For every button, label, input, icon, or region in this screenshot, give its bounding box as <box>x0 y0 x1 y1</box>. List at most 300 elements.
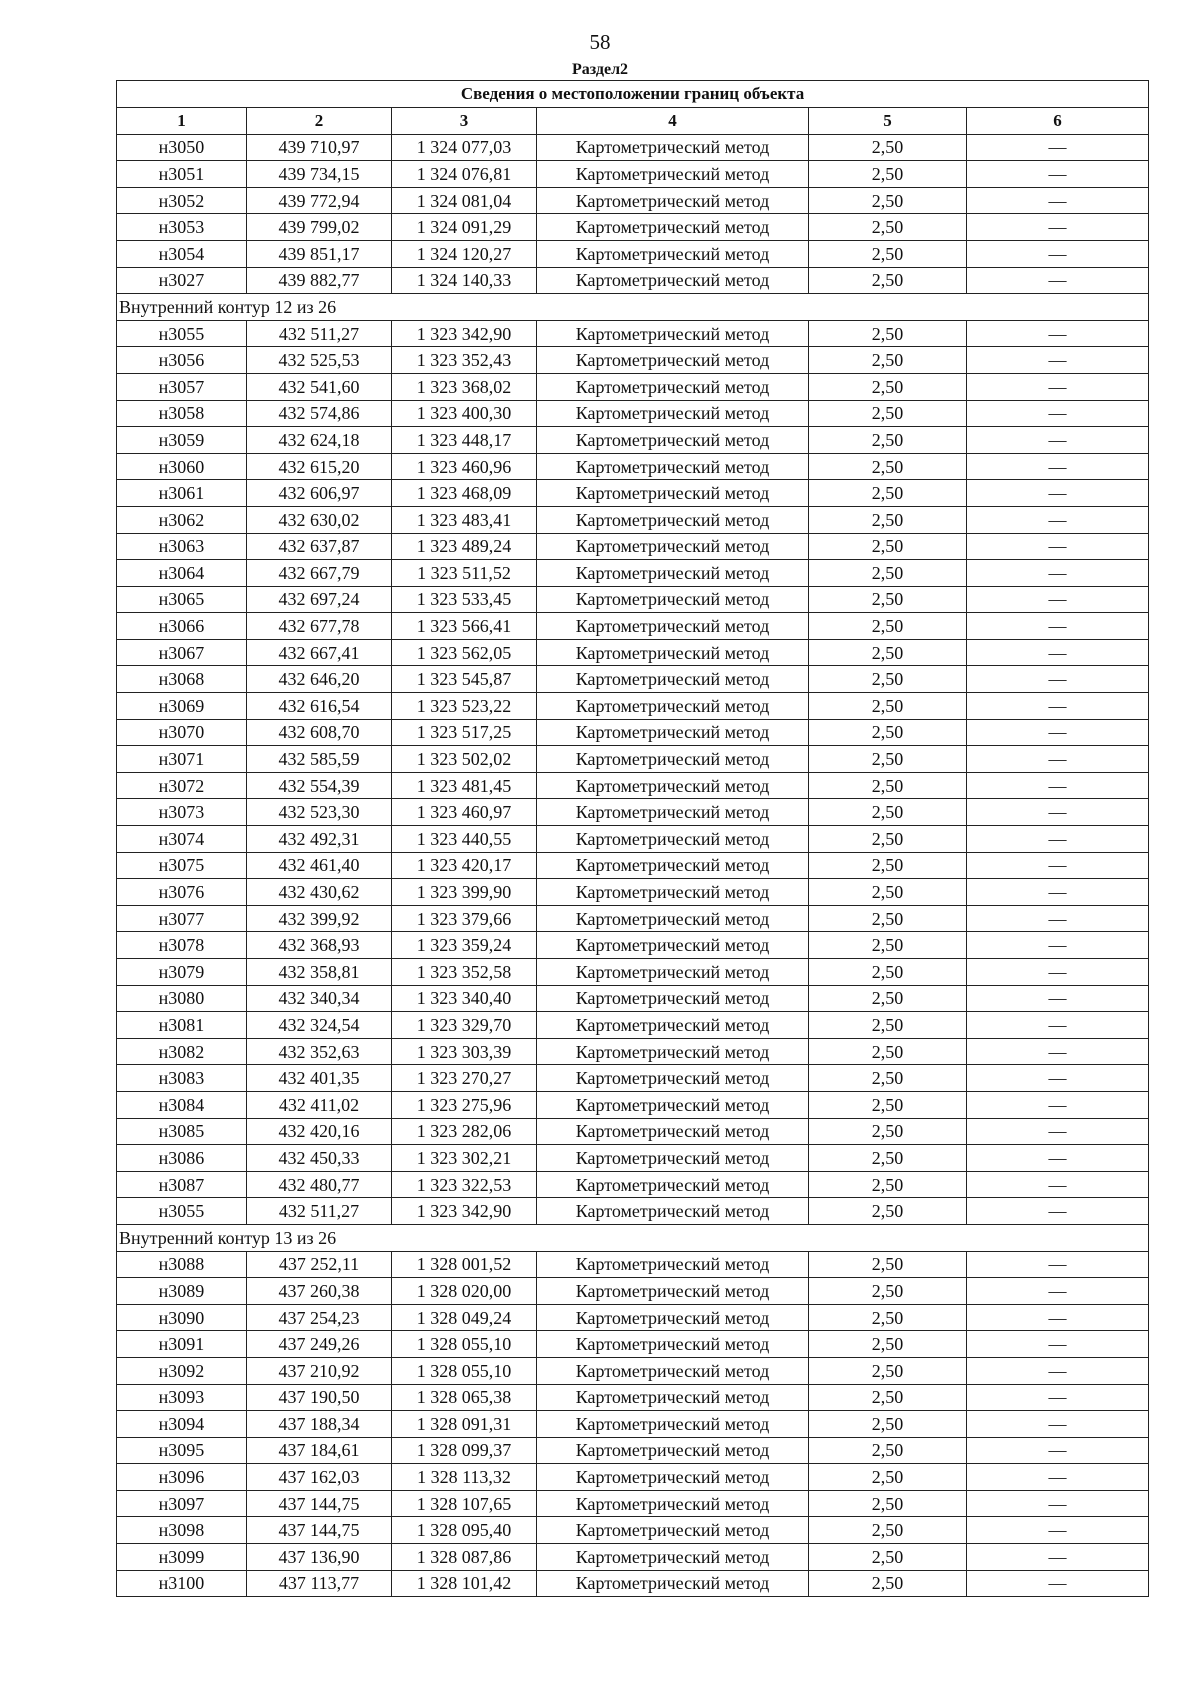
accuracy-cell: 2,50 <box>809 1278 967 1305</box>
point-id-cell: н3091 <box>117 1331 247 1358</box>
point-id-cell: н3086 <box>117 1145 247 1172</box>
description-cell: — <box>967 639 1149 666</box>
point-id-cell: н3070 <box>117 719 247 746</box>
x-coordinate-cell: 437 144,75 <box>247 1517 392 1544</box>
accuracy-cell: 2,50 <box>809 347 967 374</box>
accuracy-cell: 2,50 <box>809 799 967 826</box>
table-row <box>117 214 1149 241</box>
accuracy-cell: 2,50 <box>809 1145 967 1172</box>
method-cell: Картометрический метод <box>537 427 809 454</box>
accuracy-cell: 2,50 <box>809 1411 967 1438</box>
x-coordinate-cell: 432 411,02 <box>247 1091 392 1118</box>
x-coordinate-cell: 437 184,61 <box>247 1437 392 1464</box>
point-id-cell: н3067 <box>117 639 247 666</box>
method-cell: Картометрический метод <box>537 879 809 906</box>
x-coordinate-cell: 432 615,20 <box>247 453 392 480</box>
y-coordinate-cell: 1 323 460,97 <box>392 799 537 826</box>
table-row <box>117 1464 1149 1491</box>
y-coordinate-cell: 1 324 077,03 <box>392 134 537 161</box>
method-cell: Картометрический метод <box>537 320 809 347</box>
table-row <box>117 586 1149 613</box>
accuracy-cell: 2,50 <box>809 214 967 241</box>
description-cell: — <box>967 852 1149 879</box>
point-id-cell: н3083 <box>117 1065 247 1092</box>
table-row <box>117 1411 1149 1438</box>
method-cell: Картометрический метод <box>537 693 809 720</box>
x-coordinate-cell: 439 710,97 <box>247 134 392 161</box>
y-coordinate-cell: 1 323 342,90 <box>392 1198 537 1225</box>
x-coordinate-cell: 437 249,26 <box>247 1331 392 1358</box>
x-coordinate-cell: 432 399,92 <box>247 905 392 932</box>
table-row <box>117 1570 1149 1597</box>
accuracy-cell: 2,50 <box>809 772 967 799</box>
description-cell: — <box>967 1464 1149 1491</box>
table-row <box>117 1118 1149 1145</box>
y-coordinate-cell: 1 323 270,27 <box>392 1065 537 1092</box>
x-coordinate-cell: 432 606,97 <box>247 480 392 507</box>
point-id-cell: н3085 <box>117 1118 247 1145</box>
point-id-cell: н3082 <box>117 1038 247 1065</box>
table-row <box>117 1145 1149 1172</box>
description-cell: — <box>967 1198 1149 1225</box>
accuracy-cell: 2,50 <box>809 639 967 666</box>
description-cell: — <box>967 1331 1149 1358</box>
point-id-cell: н3063 <box>117 533 247 560</box>
x-coordinate-cell: 432 616,54 <box>247 693 392 720</box>
x-coordinate-cell: 432 450,33 <box>247 1145 392 1172</box>
description-cell: — <box>967 1038 1149 1065</box>
table-row <box>117 826 1149 853</box>
section-title: Раздел2 <box>571 61 629 78</box>
description-cell: — <box>967 1171 1149 1198</box>
x-coordinate-cell: 437 260,38 <box>247 1278 392 1305</box>
accuracy-cell: 2,50 <box>809 187 967 214</box>
point-id-cell: н3076 <box>117 879 247 906</box>
accuracy-cell: 2,50 <box>809 1384 967 1411</box>
table-row <box>117 320 1149 347</box>
description-cell: — <box>967 1251 1149 1278</box>
description-cell: — <box>967 400 1149 427</box>
y-coordinate-cell: 1 323 511,52 <box>392 560 537 587</box>
description-cell: — <box>967 1570 1149 1597</box>
point-id-cell: н3073 <box>117 799 247 826</box>
y-coordinate-cell: 1 328 087,86 <box>392 1544 537 1571</box>
method-cell: Картометрический метод <box>537 480 809 507</box>
description-cell: — <box>967 826 1149 853</box>
point-id-cell: н3090 <box>117 1304 247 1331</box>
x-coordinate-cell: 432 637,87 <box>247 533 392 560</box>
method-cell: Картометрический метод <box>537 1304 809 1331</box>
y-coordinate-cell: 1 323 302,21 <box>392 1145 537 1172</box>
description-cell: — <box>967 347 1149 374</box>
table-row <box>117 373 1149 400</box>
y-coordinate-cell: 1 323 342,90 <box>392 320 537 347</box>
y-coordinate-cell: 1 323 533,45 <box>392 586 537 613</box>
accuracy-cell: 2,50 <box>809 879 967 906</box>
x-coordinate-cell: 432 461,40 <box>247 852 392 879</box>
y-coordinate-cell: 1 323 481,45 <box>392 772 537 799</box>
point-id-cell: н3079 <box>117 959 247 986</box>
method-cell: Картометрический метод <box>537 666 809 693</box>
point-id-cell: н3084 <box>117 1091 247 1118</box>
accuracy-cell: 2,50 <box>809 240 967 267</box>
method-cell: Картометрический метод <box>537 1038 809 1065</box>
x-coordinate-cell: 432 585,59 <box>247 746 392 773</box>
y-coordinate-cell: 1 328 099,37 <box>392 1437 537 1464</box>
point-id-cell: н3075 <box>117 852 247 879</box>
point-id-cell: н3096 <box>117 1464 247 1491</box>
table-row <box>117 1517 1149 1544</box>
description-cell: — <box>967 506 1149 533</box>
method-cell: Картометрический метод <box>537 826 809 853</box>
column-number-6: 6 <box>967 108 1149 135</box>
description-cell: — <box>967 879 1149 906</box>
description-cell: — <box>967 746 1149 773</box>
point-id-cell: н3100 <box>117 1570 247 1597</box>
table-row <box>117 639 1149 666</box>
point-id-cell: н3061 <box>117 480 247 507</box>
method-cell: Картометрический метод <box>537 453 809 480</box>
description-cell: — <box>967 799 1149 826</box>
x-coordinate-cell: 437 136,90 <box>247 1544 392 1571</box>
y-coordinate-cell: 1 328 065,38 <box>392 1384 537 1411</box>
method-cell: Картометрический метод <box>537 1118 809 1145</box>
table-row <box>117 533 1149 560</box>
point-id-cell: н3060 <box>117 453 247 480</box>
x-coordinate-cell: 432 630,02 <box>247 506 392 533</box>
description-cell: — <box>967 959 1149 986</box>
x-coordinate-cell: 437 254,23 <box>247 1304 392 1331</box>
x-coordinate-cell: 432 340,34 <box>247 985 392 1012</box>
point-id-cell: н3077 <box>117 905 247 932</box>
accuracy-cell: 2,50 <box>809 1038 967 1065</box>
y-coordinate-cell: 1 323 562,05 <box>392 639 537 666</box>
point-id-cell: н3071 <box>117 746 247 773</box>
accuracy-cell: 2,50 <box>809 506 967 533</box>
description-cell: — <box>967 267 1149 294</box>
column-number-3: 3 <box>392 108 537 135</box>
method-cell: Картометрический метод <box>537 1012 809 1039</box>
description-cell: — <box>967 1304 1149 1331</box>
y-coordinate-cell: 1 328 055,10 <box>392 1331 537 1358</box>
y-coordinate-cell: 1 328 091,31 <box>392 1411 537 1438</box>
description-cell: — <box>967 187 1149 214</box>
point-id-cell: н3072 <box>117 772 247 799</box>
x-coordinate-cell: 437 210,92 <box>247 1357 392 1384</box>
point-id-cell: н3092 <box>117 1357 247 1384</box>
y-coordinate-cell: 1 324 076,81 <box>392 161 537 188</box>
column-number-1: 1 <box>117 108 247 135</box>
table-row <box>117 1091 1149 1118</box>
x-coordinate-cell: 437 190,50 <box>247 1384 392 1411</box>
accuracy-cell: 2,50 <box>809 586 967 613</box>
table-row <box>117 1171 1149 1198</box>
point-id-cell: н3062 <box>117 506 247 533</box>
method-cell: Картометрический метод <box>537 959 809 986</box>
description-cell: — <box>967 453 1149 480</box>
method-cell: Картометрический метод <box>537 852 809 879</box>
table-row <box>117 1038 1149 1065</box>
y-coordinate-cell: 1 323 448,17 <box>392 427 537 454</box>
x-coordinate-cell: 439 851,17 <box>247 240 392 267</box>
table-row <box>117 1065 1149 1092</box>
table-row <box>117 480 1149 507</box>
y-coordinate-cell: 1 323 517,25 <box>392 719 537 746</box>
method-cell: Картометрический метод <box>537 347 809 374</box>
point-id-cell: н3068 <box>117 666 247 693</box>
y-coordinate-cell: 1 328 020,00 <box>392 1278 537 1305</box>
x-coordinate-cell: 432 541,60 <box>247 373 392 400</box>
method-cell: Картометрический метод <box>537 746 809 773</box>
table-row <box>117 1251 1149 1278</box>
x-coordinate-cell: 432 667,79 <box>247 560 392 587</box>
method-cell: Картометрический метод <box>537 1437 809 1464</box>
accuracy-cell: 2,50 <box>809 959 967 986</box>
table-row <box>117 852 1149 879</box>
accuracy-cell: 2,50 <box>809 373 967 400</box>
x-coordinate-cell: 432 492,31 <box>247 826 392 853</box>
y-coordinate-cell: 1 328 113,32 <box>392 1464 537 1491</box>
description-cell: — <box>967 320 1149 347</box>
table-row <box>117 1437 1149 1464</box>
point-id-cell: н3051 <box>117 161 247 188</box>
table-row <box>117 267 1149 294</box>
table-row <box>117 985 1149 1012</box>
y-coordinate-cell: 1 324 140,33 <box>392 267 537 294</box>
method-cell: Картометрический метод <box>537 932 809 959</box>
table-row <box>117 240 1149 267</box>
table-row <box>117 134 1149 161</box>
accuracy-cell: 2,50 <box>809 267 967 294</box>
description-cell: — <box>967 1012 1149 1039</box>
table-row <box>117 1012 1149 1039</box>
point-id-cell: н3093 <box>117 1384 247 1411</box>
method-cell: Картометрический метод <box>537 560 809 587</box>
y-coordinate-cell: 1 328 101,42 <box>392 1570 537 1597</box>
point-id-cell: н3055 <box>117 320 247 347</box>
y-coordinate-cell: 1 323 282,06 <box>392 1118 537 1145</box>
point-id-cell: н3095 <box>117 1437 247 1464</box>
accuracy-cell: 2,50 <box>809 1065 967 1092</box>
x-coordinate-cell: 432 646,20 <box>247 666 392 693</box>
table-row <box>117 1384 1149 1411</box>
accuracy-cell: 2,50 <box>809 826 967 853</box>
point-id-cell: н3078 <box>117 932 247 959</box>
x-coordinate-cell: 432 401,35 <box>247 1065 392 1092</box>
accuracy-cell: 2,50 <box>809 320 967 347</box>
description-cell: — <box>967 586 1149 613</box>
description-cell: — <box>967 373 1149 400</box>
y-coordinate-cell: 1 323 545,87 <box>392 666 537 693</box>
y-coordinate-cell: 1 323 329,70 <box>392 1012 537 1039</box>
accuracy-cell: 2,50 <box>809 161 967 188</box>
y-coordinate-cell: 1 328 107,65 <box>392 1490 537 1517</box>
accuracy-cell: 2,50 <box>809 1091 967 1118</box>
accuracy-cell: 2,50 <box>809 453 967 480</box>
description-cell: — <box>967 719 1149 746</box>
point-id-cell: н3088 <box>117 1251 247 1278</box>
y-coordinate-cell: 1 323 399,90 <box>392 879 537 906</box>
column-number-row <box>117 108 1149 135</box>
y-coordinate-cell: 1 323 379,66 <box>392 905 537 932</box>
method-cell: Картометрический метод <box>537 1411 809 1438</box>
x-coordinate-cell: 432 624,18 <box>247 427 392 454</box>
table-row <box>117 1357 1149 1384</box>
description-cell: — <box>967 693 1149 720</box>
y-coordinate-cell: 1 323 460,96 <box>392 453 537 480</box>
method-cell: Картометрический метод <box>537 373 809 400</box>
method-cell: Картометрический метод <box>537 1570 809 1597</box>
y-coordinate-cell: 1 323 523,22 <box>392 693 537 720</box>
point-id-cell: н3052 <box>117 187 247 214</box>
point-id-cell: н3053 <box>117 214 247 241</box>
table-row <box>117 1490 1149 1517</box>
table-row <box>117 1278 1149 1305</box>
accuracy-cell: 2,50 <box>809 134 967 161</box>
method-cell: Картометрический метод <box>537 533 809 560</box>
x-coordinate-cell: 432 420,16 <box>247 1118 392 1145</box>
description-cell: — <box>967 1357 1149 1384</box>
x-coordinate-cell: 437 162,03 <box>247 1464 392 1491</box>
accuracy-cell: 2,50 <box>809 1464 967 1491</box>
accuracy-cell: 2,50 <box>809 1357 967 1384</box>
description-cell: — <box>967 932 1149 959</box>
y-coordinate-cell: 1 328 049,24 <box>392 1304 537 1331</box>
table-row <box>117 746 1149 773</box>
description-cell: — <box>967 1384 1149 1411</box>
accuracy-cell: 2,50 <box>809 1331 967 1358</box>
table-row <box>117 1544 1149 1571</box>
y-coordinate-cell: 1 323 275,96 <box>392 1091 537 1118</box>
description-cell: — <box>967 1490 1149 1517</box>
method-cell: Картометрический метод <box>537 1544 809 1571</box>
description-cell: — <box>967 985 1149 1012</box>
method-cell: Картометрический метод <box>537 240 809 267</box>
description-cell: — <box>967 666 1149 693</box>
y-coordinate-cell: 1 323 303,39 <box>392 1038 537 1065</box>
x-coordinate-cell: 432 574,86 <box>247 400 392 427</box>
table-row <box>117 400 1149 427</box>
point-id-cell: н3055 <box>117 1198 247 1225</box>
description-cell: — <box>967 560 1149 587</box>
y-coordinate-cell: 1 323 420,17 <box>392 852 537 879</box>
point-id-cell: н3050 <box>117 134 247 161</box>
description-cell: — <box>967 1278 1149 1305</box>
y-coordinate-cell: 1 323 483,41 <box>392 506 537 533</box>
method-cell: Картометрический метод <box>537 1198 809 1225</box>
y-coordinate-cell: 1 328 055,10 <box>392 1357 537 1384</box>
accuracy-cell: 2,50 <box>809 400 967 427</box>
x-coordinate-cell: 437 188,34 <box>247 1411 392 1438</box>
point-id-cell: н3056 <box>117 347 247 374</box>
accuracy-cell: 2,50 <box>809 1544 967 1571</box>
x-coordinate-cell: 432 430,62 <box>247 879 392 906</box>
x-coordinate-cell: 439 734,15 <box>247 161 392 188</box>
x-coordinate-cell: 432 352,63 <box>247 1038 392 1065</box>
y-coordinate-cell: 1 324 081,04 <box>392 187 537 214</box>
table-row <box>117 1304 1149 1331</box>
accuracy-cell: 2,50 <box>809 1490 967 1517</box>
method-cell: Картометрический метод <box>537 161 809 188</box>
y-coordinate-cell: 1 323 489,24 <box>392 533 537 560</box>
method-cell: Картометрический метод <box>537 613 809 640</box>
point-id-cell: н3054 <box>117 240 247 267</box>
x-coordinate-cell: 432 368,93 <box>247 932 392 959</box>
description-cell: — <box>967 134 1149 161</box>
x-coordinate-cell: 432 697,24 <box>247 586 392 613</box>
accuracy-cell: 2,50 <box>809 719 967 746</box>
column-number-4: 4 <box>537 108 809 135</box>
contour-group-row <box>117 1224 1149 1251</box>
accuracy-cell: 2,50 <box>809 1304 967 1331</box>
table-row <box>117 799 1149 826</box>
point-id-cell: н3080 <box>117 985 247 1012</box>
contour-group-row <box>117 294 1149 321</box>
table-row <box>117 187 1149 214</box>
x-coordinate-cell: 437 113,77 <box>247 1570 392 1597</box>
table-row <box>117 693 1149 720</box>
y-coordinate-cell: 1 323 352,58 <box>392 959 537 986</box>
table-row <box>117 1331 1149 1358</box>
point-id-cell: н3087 <box>117 1171 247 1198</box>
x-coordinate-cell: 439 882,77 <box>247 267 392 294</box>
point-id-cell: н3097 <box>117 1490 247 1517</box>
accuracy-cell: 2,50 <box>809 905 967 932</box>
description-cell: — <box>967 240 1149 267</box>
x-coordinate-cell: 437 252,11 <box>247 1251 392 1278</box>
method-cell: Картометрический метод <box>537 134 809 161</box>
point-id-cell: н3027 <box>117 267 247 294</box>
point-id-cell: н3065 <box>117 586 247 613</box>
method-cell: Картометрический метод <box>537 214 809 241</box>
table-row <box>117 879 1149 906</box>
x-coordinate-cell: 432 324,54 <box>247 1012 392 1039</box>
description-cell: — <box>967 1118 1149 1145</box>
description-cell: — <box>967 772 1149 799</box>
page-number: 58 <box>589 30 611 54</box>
method-cell: Картометрический метод <box>537 1091 809 1118</box>
y-coordinate-cell: 1 323 400,30 <box>392 400 537 427</box>
table-row <box>117 453 1149 480</box>
method-cell: Картометрический метод <box>537 1517 809 1544</box>
method-cell: Картометрический метод <box>537 719 809 746</box>
method-cell: Картометрический метод <box>537 985 809 1012</box>
y-coordinate-cell: 1 323 340,40 <box>392 985 537 1012</box>
method-cell: Картометрический метод <box>537 1331 809 1358</box>
point-id-cell: н3066 <box>117 613 247 640</box>
accuracy-cell: 2,50 <box>809 613 967 640</box>
accuracy-cell: 2,50 <box>809 693 967 720</box>
table-body <box>117 134 1149 1597</box>
method-cell: Картометрический метод <box>537 1145 809 1172</box>
method-cell: Картометрический метод <box>537 905 809 932</box>
method-cell: Картометрический метод <box>537 1065 809 1092</box>
y-coordinate-cell: 1 328 095,40 <box>392 1517 537 1544</box>
accuracy-cell: 2,50 <box>809 746 967 773</box>
description-cell: — <box>967 613 1149 640</box>
y-coordinate-cell: 1 324 091,29 <box>392 214 537 241</box>
point-id-cell: н3064 <box>117 560 247 587</box>
method-cell: Картометрический метод <box>537 772 809 799</box>
point-id-cell: н3081 <box>117 1012 247 1039</box>
accuracy-cell: 2,50 <box>809 560 967 587</box>
table-row <box>117 506 1149 533</box>
table-row <box>117 613 1149 640</box>
method-cell: Картометрический метод <box>537 1357 809 1384</box>
point-id-cell: н3094 <box>117 1411 247 1438</box>
description-cell: — <box>967 533 1149 560</box>
boundary-coordinates-table <box>116 80 1149 1597</box>
